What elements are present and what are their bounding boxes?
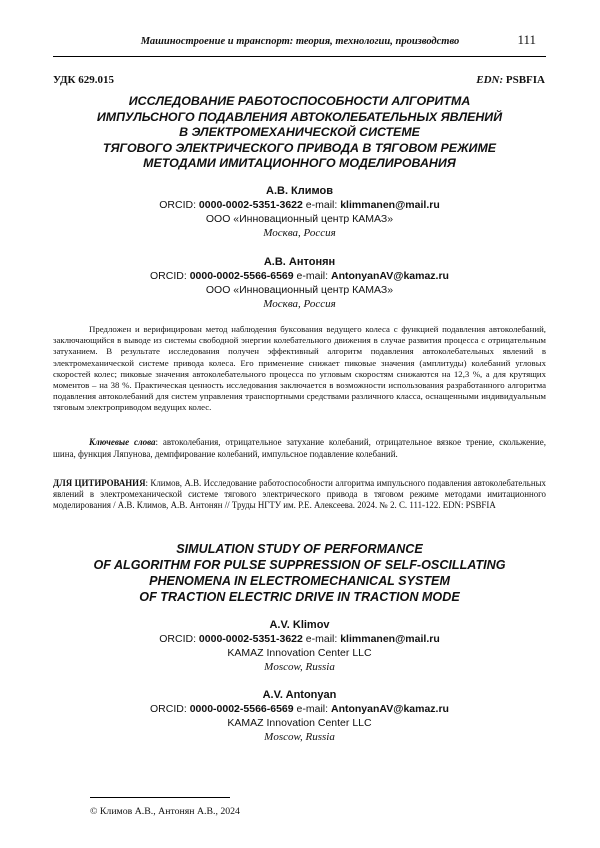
orcid-id[interactable]: 0000-0002-5351-3622 xyxy=(198,633,303,645)
author-org: KAMAZ Innovation Center LLC xyxy=(227,717,372,729)
keywords-paragraph xyxy=(53,436,546,460)
title-ru-line: ИССЛЕДОВАНИЕ РАБОТОСПОСОБНОСТИ АЛГОРИТМА xyxy=(128,94,471,108)
author-contacts xyxy=(53,632,546,646)
orcid-label: ORCID: xyxy=(150,703,187,715)
author-city: Moscow, Russia xyxy=(264,731,335,743)
orcid-label: ORCID: xyxy=(159,633,196,645)
keywords-label: Ключевые слова xyxy=(89,437,156,447)
title-ru-line: ТЯГОВОГО ЭЛЕКТРИЧЕСКОГО ПРИВОДА В ТЯГОВОМ РЕЖИМЕ xyxy=(102,140,497,155)
edn-value: PSBFIA xyxy=(505,74,545,86)
abstract-ru xyxy=(53,324,546,414)
title-ru-line: ИМПУЛЬСНОГО ПОДАВЛЕНИЯ АВТОКОЛЕБАТЕЛЬНЫХ ЯВЛЕНИЙ xyxy=(96,109,503,124)
author-name: A.V. Antonyan xyxy=(262,689,337,701)
email-link[interactable]: AntonyanAV@kamaz.ru xyxy=(330,270,449,282)
title-en-line: PHENOMENA IN ELECTROMECHANICAL SYSTEM xyxy=(149,574,450,588)
edn-code xyxy=(476,74,545,86)
keywords-text: : автоколебания, отрицательное затухание колебаний, отрицательное вязкое трение, скольжение, шина, функция Ляпунова, демпфирование колебаний, импульсное подавление колебаний. xyxy=(53,437,546,459)
author-org: ООО «Инновационный центр КАМАЗ» xyxy=(205,213,394,225)
author-org: KAMAZ Innovation Center LLC xyxy=(227,647,372,659)
copyright-footnote: © Климов А.В., Антонян А.В., 2024 xyxy=(90,806,240,817)
email-label: e-mail: xyxy=(305,199,338,211)
orcid-label: ORCID: xyxy=(159,199,196,211)
title-en xyxy=(53,541,546,605)
abstract-text: Предложен и верифицирован метод наблюдения буксования ведущего колеса с функцией подавления автоколебаний, заключающийся в выводе из системы свободной энергии колебательного движения в случае развития процесса с отрицательным затуханием. В результате исследования получен эффективный алгоритм подавления автоколебательных явлений в электромеханической системе привода колеса. Его применение снижает пиковые значения (амплитуды) колебаний угловых скоростей колес; пиковые значения автоколебательного процесса по угловым скоростям снижаются на 12,3 %, а для крутящих моментов – на 38 %. Практическая ценность исследования заключается в возможности использования разработанного алгоритма подавления автоколебаний для систем управления транспортными средствами различного класса, оснащенными индивидуальным тяговым электроприводом ведущих колес. xyxy=(53,324,546,413)
author-en-2 xyxy=(53,688,546,744)
author-city: Moscow, Russia xyxy=(264,661,335,673)
title-ru xyxy=(53,94,546,172)
edn-label: EDN: xyxy=(476,74,504,86)
footnote-rule xyxy=(90,797,230,798)
author-ru-1 xyxy=(53,184,546,240)
keywords-ru xyxy=(53,436,546,460)
email-link[interactable]: AntonyanAV@kamaz.ru xyxy=(330,703,449,715)
email-label: e-mail: xyxy=(296,270,329,282)
header-rule xyxy=(53,56,546,57)
title-en-line: SIMULATION STUDY OF PERFORMANCE xyxy=(176,542,423,556)
author-org: ООО «Инновационный центр КАМАЗ» xyxy=(205,284,394,296)
email-label: e-mail: xyxy=(305,633,338,645)
email-link[interactable]: klimmanen@mail.ru xyxy=(340,633,440,645)
author-city: Москва, Россия xyxy=(263,227,336,239)
author-en-1 xyxy=(53,618,546,674)
email-label: e-mail: xyxy=(296,703,329,715)
page-number: 111 xyxy=(517,32,536,47)
author-contacts xyxy=(53,198,546,212)
title-ru-line: В ЭЛЕКТРОМЕХАНИЧЕСКОЙ СИСТЕМЕ xyxy=(179,125,420,140)
title-ru-line: МЕТОДАМИ ИМИТАЦИОННОГО МОДЕЛИРОВАНИЯ xyxy=(143,156,456,171)
udk-code: УДК 629.015 xyxy=(53,74,115,86)
orcid-id[interactable]: 0000-0002-5566-6569 xyxy=(189,703,294,715)
title-en-line: OF TRACTION ELECTRIC DRIVE IN TRACTION MODE xyxy=(139,590,460,604)
citation xyxy=(53,478,546,512)
orcid-id[interactable]: 0000-0002-5351-3622 xyxy=(198,199,303,211)
running-head: Машиностроение и транспорт: теория, технологии, производство xyxy=(140,36,460,47)
author-city: Москва, Россия xyxy=(263,298,336,310)
author-ru-2 xyxy=(53,255,546,311)
email-link[interactable]: klimmanen@mail.ru xyxy=(340,199,440,211)
citation-text: : Климов, А.В. Исследование работоспособности алгоритма импульсного подавления автоколебательных явлений в электромеханической системе тягового электрического привода в тяговом режиме методами имитационного моделирования / А.В. Климов, А.В. Антонян // Труды НГТУ им. Р.Е. Алексеева. 2024. № 2. С. 111-122. EDN: PSBFIA xyxy=(53,478,546,511)
author-name: A.V. Klimov xyxy=(269,619,330,631)
author-name: А.В. Антонян xyxy=(263,256,336,268)
orcid-id[interactable]: 0000-0002-5566-6569 xyxy=(189,270,294,282)
title-en-line: OF ALGORITHM FOR PULSE SUPPRESSION OF SELF-OSCILLATING xyxy=(93,558,506,572)
citation-label: ДЛЯ ЦИТИРОВАНИЯ xyxy=(53,478,146,488)
author-name: А.В. Климов xyxy=(266,185,333,197)
author-contacts xyxy=(53,702,546,716)
author-contacts xyxy=(53,269,546,283)
orcid-label: ORCID: xyxy=(150,270,187,282)
